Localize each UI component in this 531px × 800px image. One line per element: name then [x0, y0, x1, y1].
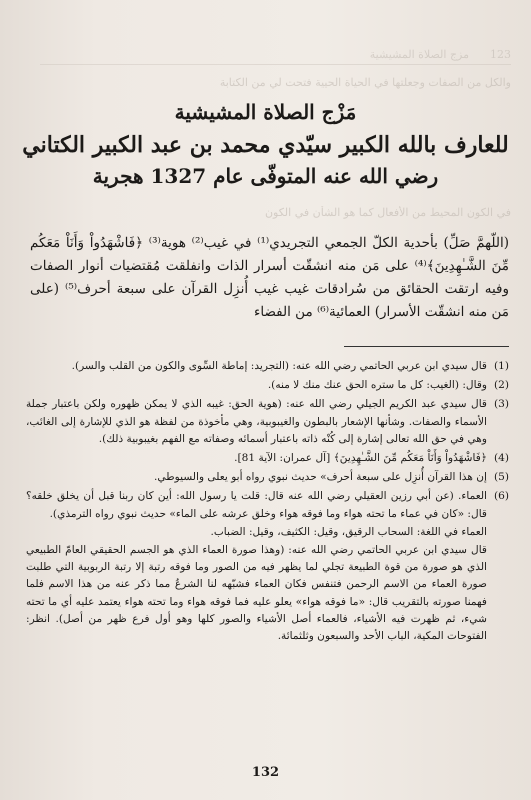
footnotes [26, 358, 509, 648]
bleed-through-header [40, 48, 511, 65]
footnote-number: (3) [493, 398, 509, 411]
footnote-text: إن هذا القرآن أُنزِل على سبعة أحرف» حديث نبوي رواه أبو يعلى والسيوطي. [154, 471, 487, 484]
footnote-separator [344, 346, 509, 347]
footnote-text: قال سيدي ابن عربي الحاتمي رضي الله عنه: (التجريد: إماطة السِّوى والكون من القلب والسر). [71, 360, 487, 372]
footnote-number: (6) [493, 490, 509, 503]
page-number: 132 [251, 765, 280, 780]
title-line-2: للعارف بالله الكبير سيّدي محمد بن عبد الكبير الكتاني [22, 132, 509, 158]
footnote [26, 377, 509, 394]
bleed-through-page-number: 123 [490, 48, 511, 61]
title-line-3: رضي الله عنه المتوفّى عام 1327 هجرية [92, 164, 439, 188]
footnote-text: قال سيدي عبد الكريم الجيلي رضي الله عنه: (هوية الحق: غيبه الذي لا يمكن ظهوره ولكن باعتبار جملة الأسماء والصفات. وشأنها الإشعار بالبطون والغيبوبية، وهي مأخوذة من لفظة هو الذي للإشارة إلى الغائب، وهي في حق الله تعالى إشارة إلى كُنْه ذاته باعتبار أسمائه وصفاته مع الفهم بغيبوبية ذلك). [26, 398, 487, 445]
footnote [26, 358, 509, 375]
footnote-paragraph: العماء في اللغة: السحاب الرقيق، وقيل: الكثيف، وقيل: الضباب. [210, 525, 487, 538]
chapter-title [20, 100, 511, 188]
footnote-text [26, 488, 487, 646]
footnote [26, 488, 509, 646]
main-text: (اللّهمَّ صَلِّ) بأحدية الكلّ الجمعي التجريدي⁽¹⁾ في غيب⁽²⁾ هوية⁽³⁾ ﴿فَاشْهَدُواْ وَأَنَاْ مَعَكُم مِّنَ الشَّـٰهِدِينَ﴾⁽⁴⁾ على مَن منه انشقّت أسرار الذات وانفلقت مُقتضيات أنوار الصفات وفيه ارتقت الحقائق من سُرادقات غيب غيب أُنزِل القرآن على سبعة أحرف⁽⁵⁾ (على مَن منه انشقّت الأسرار) العمائية⁽⁶⁾ من الفضاء [30, 235, 510, 320]
bleed-through-line-1: والكل من الصفات وجعلتها في الحياة الحيية فتحت لي من الكتابة [219, 76, 511, 89]
footnote [26, 396, 509, 448]
footnote-number: (1) [493, 360, 509, 372]
bleed-through-line-2: في الكون المحيط من الأفعال كما هو الشأن في الكون [264, 206, 511, 219]
footnote-text: وقال: (الغيب: كل ما ستره الحق عنك منك لا منه). [267, 379, 487, 392]
footnote [26, 450, 509, 467]
footnote-paragraph: العماء. (عن أبي رزين العقيلي رضي الله عنه قال: قلت يا رسول الله: أين كان ربنا قبل أن يخلق خلقه؟ قال: «كان في عماء ما تحته هواء وما فوقه هواء وخلق عرشه على الماء» حديث نبوي رواه الترمذي). [26, 490, 487, 520]
footnote [26, 469, 509, 486]
footnote-number: (2) [493, 379, 509, 392]
footnote-number: (4) [493, 452, 509, 465]
bleed-through-title: مزج الصلاة المشيشية [369, 48, 470, 61]
footnote-number: (5) [493, 471, 509, 484]
footnote-text: ﴿فَاشْهَدُواْ وَأَنَاْ مَعَكُم مِّنَ الشَّـٰهِدِينَ﴾ [آل عمران: الآية 81]. [234, 452, 487, 465]
footnote-paragraph: قال سيدي ابن عربي الحاتمي رضي الله عنه: (وهذا صورة العماء الذي هو الجسم الحقيقي العامّ الطبيعي الذي هو صورة من قوة الطبيعة تجلي لما يظهر فيه من الصور وما فوقه رتبة إلا رتبة الربوبية التي طلبت صورة العماء من الاسم الرحمن فتنفس فكان العماء فشبّهه لنا الشرعُ مما ذكر عنه من هذا الاسم فلما فهمنا صورته بالتقريب قال: «ما فوقه هواء» يعلو عليه فما فوقه هواء وما تحته هواء يعتمد عليه أي ما تحته شيء، ثم ظهرت فيه الأشياء، فالعماء أصل الأشياء والصور كلها وهو أول فرع ظهر من أصل). انظر: الفتوحات المكية، الباب الأحد والسبعون وثلثمائة. [26, 544, 487, 643]
title-line-1: مَزْج الصلاة المشيشية [174, 100, 357, 124]
